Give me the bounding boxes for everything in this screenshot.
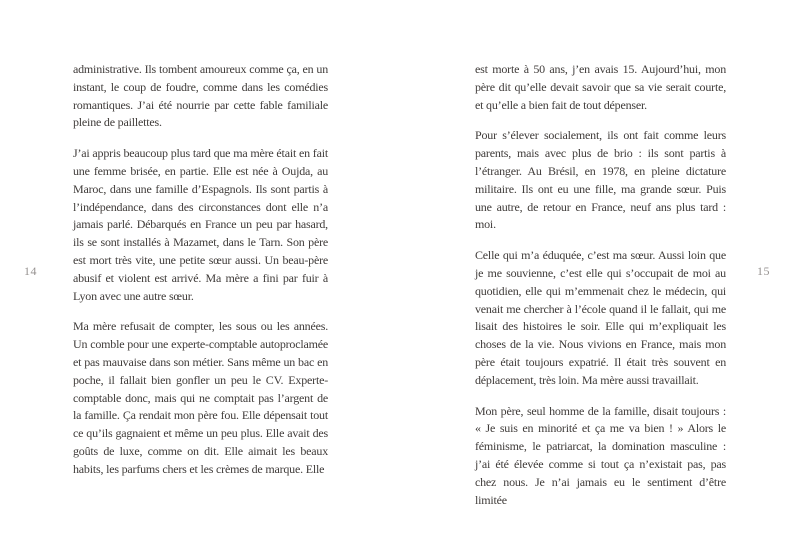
- page-number-right: 15: [757, 264, 770, 278]
- paragraph: Ma mère refusait de compter, les sous ou les années. Un comble pour une experte-comptable autoproclamée et pas mauvaise dans son métier. Sans même un bac en poche, il fallait bien gonfler un peu le CV. Experte-comptable donc, mais qui ne comptait pas l’argent de la famille. Ça rendait mon père fou. Elle dépensait tout ce qu’ils gagnaient et même un peu plus. Elle avait des goûts de luxe, comme on dit. Elle aimait les beaux habits, les parfums chers et les crèmes de marque. Elle: [73, 319, 328, 476]
- paragraph: J’ai appris beaucoup plus tard que ma mère était en fait une femme brisée, en partie. Elle est née à Oujda, au Maroc, dans une famille d’Espagnols. Ils sont partis à l’indépendance, dans des circonstances dont elle n’a jamais parlé. Débarqués en France un peu par hasard, ils se sont installés à Mazamet, dans le Tarn. Son père est mort très vite, une petite sœur aussi. Un beau-père abusif et violent est arrivé. Ma mère a fini par fuir à Lyon avec une autre sœur.: [73, 146, 328, 303]
- page-left: [73, 61, 328, 479]
- paragraph: est morte à 50 ans, j’en avais 15. Aujourd’hui, mon père dit qu’elle devait savoir que sa vie serait courte, et qu’elle a bien fait de tout dépenser.: [475, 62, 726, 112]
- paragraph: Pour s’élever socialement, ils ont fait comme leurs parents, mais avec plus de brio : ils sont partis à l’étranger. Au Brésil, en 1978, en pleine dictature militaire. Ils ont eu une fille, ma grande sœur. Puis une autre, de retour en France, neuf ans plus tard : moi.: [475, 128, 726, 232]
- paragraph: Celle qui m’a éduquée, c’est ma sœur. Aussi loin que je me souvienne, c’est elle qui s’occupait de moi au quotidien, elle qui m’emmenait chez le médecin, qui venait me chercher à l’école quand il le fallait, qui me lisait des histoires le soir. Elle qui m’expliquait les choses de la vie. Nous vivions en France, mais mon père était toujours expatrié. Il était très souvent en déplacement, très loin. Ma mère aussi travaillait.: [475, 248, 726, 387]
- page-right: [475, 61, 726, 509]
- paragraph: Mon père, seul homme de la famille, disait toujours : « Je suis en minorité et ça me va bien ! » Alors le féminisme, le patriarcat, la domination masculine : j’ai été élevée comme si tout ça n’existait pas, pas chez nous. Je n’ai jamais eu le sentiment d’être limitée: [475, 403, 726, 507]
- paragraph: administrative. Ils tombent amoureux comme ça, en un instant, le coup de foudre, comme dans les comédies romantiques. J’ai été nourrie par cette fable familiale pleine de paillettes.: [73, 62, 328, 130]
- page-number-left: 14: [24, 264, 37, 278]
